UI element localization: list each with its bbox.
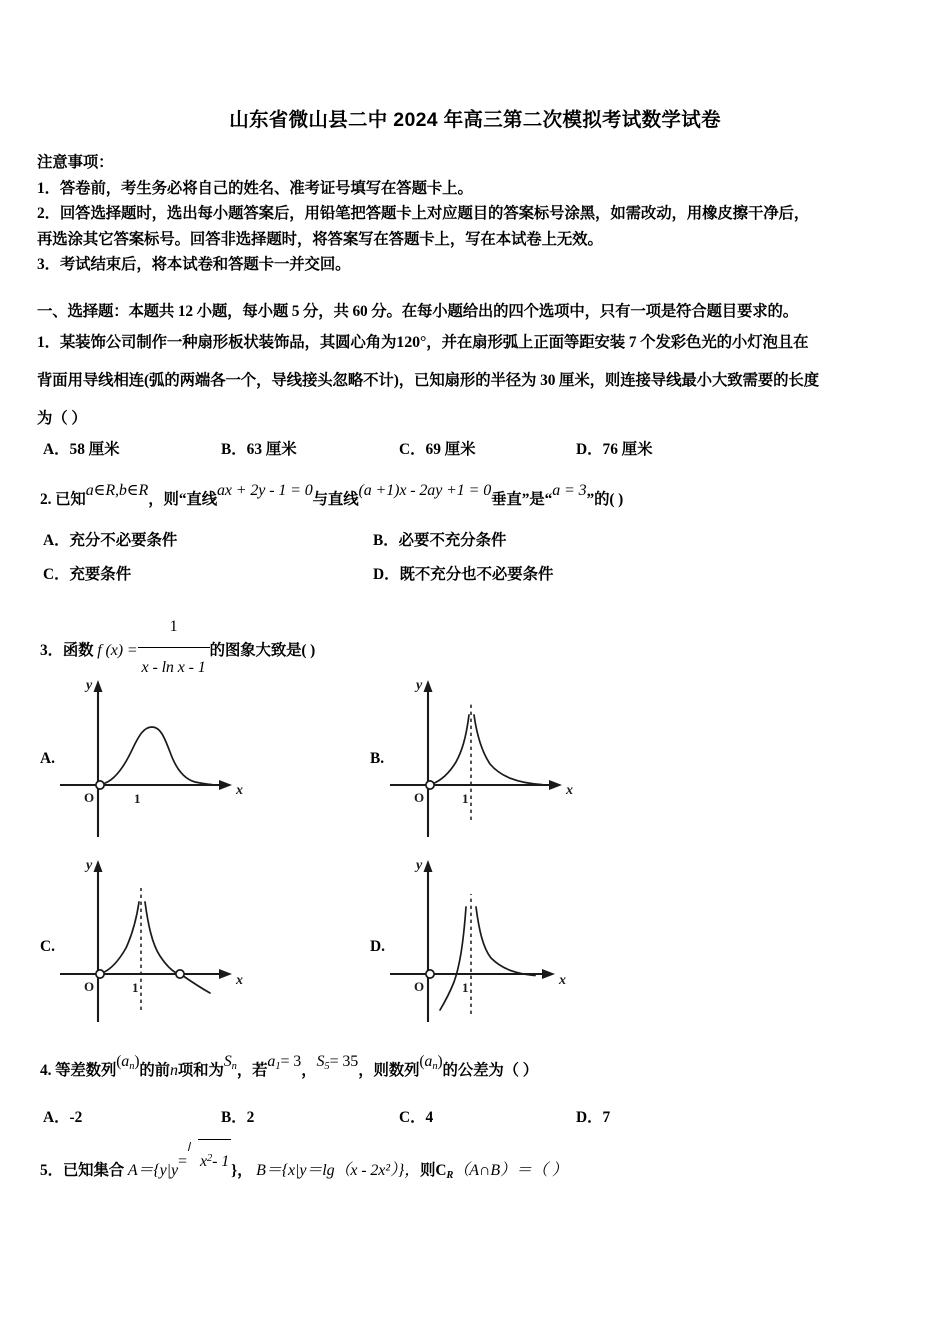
graph-option-d-figure: [370, 852, 610, 1022]
graph-option-c-figure: [40, 852, 280, 1022]
x-tick-label-1: 1: [462, 791, 469, 806]
question-1-option-a[interactable]: A．58 厘米: [43, 441, 120, 458]
y-axis-label: y: [86, 678, 93, 693]
graph-option-d[interactable]: [370, 852, 670, 1017]
question-4-option-a[interactable]: A．-2: [43, 1109, 83, 1126]
question-1-number: 1．: [37, 334, 60, 351]
question-1-options: [43, 437, 653, 459]
x-axis-label: x: [559, 973, 566, 988]
question-4-sn: $S_n$: [223, 1053, 237, 1072]
x-tick-label-1: 1: [134, 791, 141, 806]
fraction-denominator: x - ln x - 1: [141, 659, 206, 676]
question-2-given: a∈R,b∈R: [85, 482, 149, 499]
graph-option-b-label: B.: [370, 750, 385, 767]
curve-right-branch: [476, 907, 535, 976]
notice-heading: 注意事项：: [37, 154, 114, 171]
y-axis-arrowhead: [94, 680, 103, 692]
graph-option-c-label: C.: [40, 938, 55, 955]
question-2-option-c[interactable]: C．充要条件: [43, 566, 132, 583]
y-axis-arrowhead: [94, 860, 103, 872]
question-5-set-b: B＝{x|y＝lg（x - 2x²）}，: [256, 1162, 421, 1179]
y-axis-label: y: [416, 678, 423, 693]
question-2-condition: a = 3: [552, 482, 587, 499]
open-circle-origin: [426, 970, 434, 978]
question-1-stem-line-1: 1．某装饰公司制作一种扇形板状装饰品，其圆心角为120°，并在扇形弧上正面等距安装 7 个发彩色光的小灯泡且在: [37, 334, 809, 351]
question-5-number: 5．: [40, 1162, 63, 1179]
question-2-options-row-1: [43, 528, 506, 550]
notice-line-1: 1．答卷前，考生务必将自己的姓名、准考证号填写在答题卡上。: [37, 179, 473, 197]
notice-line-4: 3．考试结束后，将本试卷和答题卡一并交回。: [37, 256, 351, 273]
question-2-number: 2.: [40, 491, 52, 508]
x-tick-label-1: 1: [132, 980, 139, 995]
question-4-option-b[interactable]: B．2: [221, 1109, 255, 1126]
x-axis-label: x: [236, 973, 243, 988]
curve-right-branch: [474, 715, 542, 785]
notice-line-2: 2．回答选择题时，选出每小题答案后，用铅笔把答题卡上对应题目的答案标号涂黑，如需改动，用橡皮擦干净后，: [37, 205, 810, 222]
curve-right-branch-upper: [145, 902, 176, 973]
question-5: 5．已知集合 $A=\{y|y= x^2-$ 1}， B＝{x|y＝lg（x - 2x²）}，则$C_R(A\cap B)=$（ ）: [40, 1148, 940, 1195]
question-1-option-b[interactable]: B．63 厘米: [221, 441, 297, 458]
question-4-option-c[interactable]: C．4: [399, 1109, 434, 1126]
question-1-option-d[interactable]: D．76 厘米: [576, 441, 653, 458]
question-3-function-head: f (x) =: [97, 642, 138, 660]
origin-label: O: [414, 979, 425, 994]
question-4-a1: $a_1= 3$: [267, 1053, 302, 1072]
x-axis-arrowhead: [542, 969, 555, 979]
y-axis-arrowhead: [424, 860, 433, 872]
question-1-stem-line-3: 为（ ）: [37, 410, 87, 427]
question-1: [37, 324, 927, 438]
question-5-radical: $x^2-$ 1: [187, 1139, 231, 1181]
page-title: 山东省微山县二中 2024 年高三第二次模拟考试数学试卷: [229, 109, 721, 131]
y-axis-label: y: [86, 858, 93, 873]
question-2-line-2: (a +1)x - 2ay +1 = 0: [358, 482, 492, 499]
question-5-complement: $C_R$: [435, 1162, 454, 1181]
question-2-line-1: ax + 2y - 1 = 0: [217, 482, 313, 499]
y-axis-arrowhead: [424, 680, 433, 692]
curve-left-branch: [432, 715, 469, 784]
fraction-numerator: 1: [169, 618, 178, 635]
question-2-option-b[interactable]: B．必要不充分条件: [373, 532, 507, 549]
question-2-option-d[interactable]: D．既不充分也不必要条件: [373, 566, 554, 583]
question-3-number: 3．: [40, 642, 63, 660]
graph-option-b-figure: [370, 672, 610, 837]
open-circle-x-axis-crossing: [176, 970, 184, 978]
graph-option-c[interactable]: [40, 852, 340, 1017]
open-circle-origin: [96, 970, 104, 978]
question-2-option-a[interactable]: A．充分不必要条件: [43, 532, 178, 549]
question-4-number: 4.: [40, 1062, 52, 1079]
question-4-sequence-2: $(a_n)$: [419, 1053, 443, 1072]
x-axis-arrowhead: [549, 780, 562, 790]
graph-option-b[interactable]: [370, 672, 670, 837]
section-heading: 一、选择题：本题共 12 小题，每小题 5 分，共 60 分。在每小题给出的四个选项中，只有一项是符合题目要求的。: [37, 303, 798, 320]
question-4-sequence: $(a_n)$: [116, 1053, 140, 1072]
x-axis-arrowhead: [219, 780, 232, 790]
question-2-options-row-2: [43, 562, 553, 584]
curve-bell: [102, 727, 212, 785]
origin-label: O: [84, 979, 95, 994]
curve-left-branch: [102, 902, 139, 973]
x-axis-label: x: [566, 783, 573, 798]
y-axis-label: y: [416, 858, 423, 873]
x-axis-arrowhead: [219, 969, 232, 979]
notice-line-3: 再选涂其它答案标号。回答非选择题时，将答案写在答题卡上，写在本试卷上无效。: [37, 230, 603, 248]
question-2: 2. 已知a∈R,b∈R，则“直线ax + 2y - 1 = 0与直线(a +1)x - 2ay +1 = 0垂直”是“a = 3”的( ): [40, 482, 624, 508]
graph-option-a-figure: [40, 672, 280, 837]
question-4-options: [43, 1105, 610, 1127]
x-axis-label: x: [236, 783, 243, 798]
question-1-option-c[interactable]: C．69 厘米: [399, 441, 476, 458]
question-5-set-a-head: A＝{y|y: [127, 1162, 178, 1179]
notice-block: [37, 150, 917, 278]
question-3: 3．函数 f (x) = $\frac{1}{\text{x - ln x - 1}}$ 的图象大致是( ): [40, 612, 640, 691]
graph-option-a[interactable]: [40, 672, 340, 837]
origin-label: O: [414, 790, 425, 805]
question-1-stem-line-2: 背面用导线相连(弧的两端各一个，导线接头忽略不计)，已知扇形的半径为 30 厘米，则连接导线最小大致需要的长度: [37, 372, 819, 389]
open-circle-origin: [426, 781, 434, 789]
question-4: 4. 等差数列$(a_n)$的前n项和为$S_n$，若$a_1= 3$，$S_5= 35$，则数列$(a_n)$的公差为（ ）: [40, 1053, 538, 1079]
curve-right-branch-lower: [184, 977, 210, 994]
graph-option-a-label: A.: [40, 750, 55, 767]
question-4-s5: $S_5= 35$: [316, 1053, 359, 1072]
x-tick-label-1: 1: [462, 980, 469, 995]
open-circle-origin: [96, 781, 104, 789]
origin-label: O: [84, 790, 95, 805]
question-4-option-d[interactable]: D．7: [576, 1109, 611, 1126]
graph-option-d-label: D.: [370, 938, 385, 955]
